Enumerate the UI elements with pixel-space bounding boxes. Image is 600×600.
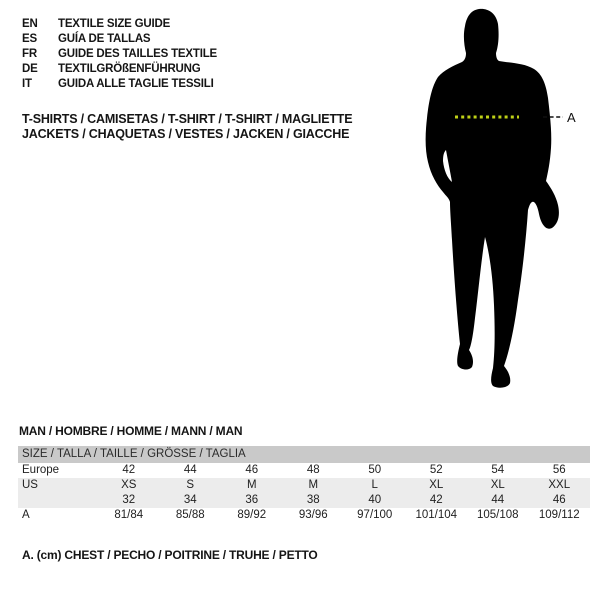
size-value: 46	[245, 464, 259, 476]
size-value: 36	[245, 494, 259, 506]
table-row-chest-a	[18, 508, 590, 523]
size-value: 97/100	[357, 509, 393, 521]
size-value: 101/104	[415, 509, 458, 521]
size-value: 38	[306, 494, 320, 506]
language-label: GUIDE DES TAILLES TEXTILE	[58, 48, 217, 60]
size-value: 89/92	[237, 509, 267, 521]
language-list	[22, 17, 217, 92]
table-row-uk	[18, 493, 590, 508]
language-code: DE	[22, 63, 38, 75]
size-value: 44	[183, 464, 197, 476]
size-value: M	[246, 479, 257, 491]
size-value: 85/88	[175, 509, 205, 521]
measure-label-a: A	[567, 110, 576, 125]
size-value: 40	[368, 494, 382, 506]
language-label: TEXTILGRÖßENFÜHRUNG	[58, 63, 201, 75]
size-value: M	[308, 479, 319, 491]
size-value: 34	[183, 494, 197, 506]
language-label: TEXTILE SIZE GUIDE	[58, 18, 171, 30]
size-value: XL	[429, 479, 444, 491]
size-value: 93/96	[298, 509, 328, 521]
measure-legend: A. (cm) CHEST / PECHO / POITRINE / TRUHE / PETTO	[22, 548, 318, 562]
size-table-header: SIZE / TALLA / TAILLE / GRÖSSE / TAGLIA	[18, 446, 590, 463]
language-row-fr	[22, 47, 217, 62]
language-row-en	[22, 17, 217, 32]
size-value: XS	[121, 479, 137, 491]
size-value: S	[186, 479, 195, 491]
language-code: ES	[22, 33, 37, 45]
table-row-us	[18, 478, 590, 493]
size-table	[18, 446, 590, 523]
table-row-europe	[18, 463, 590, 478]
section-title-man: MAN / HOMBRE / HOMME / MANN / MAN	[19, 424, 243, 438]
size-value: 32	[122, 494, 136, 506]
language-label: GUIDA ALLE TAGLIE TESSILI	[58, 78, 214, 90]
category-line-jackets: JACKETS / CHAQUETAS / VESTES / JACKEN / GIACCHE	[22, 127, 350, 141]
man-silhouette	[400, 0, 600, 400]
size-value: XL	[490, 479, 505, 491]
man-silhouette-shape	[426, 9, 559, 388]
row-label: A	[22, 509, 30, 521]
size-value: L	[371, 479, 378, 491]
size-value: 56	[552, 464, 566, 476]
row-label	[18, 493, 98, 508]
language-label: GUÍA DE TALLAS	[58, 33, 151, 45]
figure-area	[400, 0, 600, 400]
language-row-de	[22, 62, 217, 77]
size-value: 42	[122, 464, 136, 476]
size-value: 48	[306, 464, 320, 476]
size-value: 52	[429, 464, 443, 476]
language-row-it	[22, 77, 217, 92]
size-value: 46	[552, 494, 566, 506]
size-value: 50	[368, 464, 382, 476]
language-code: FR	[22, 48, 37, 60]
category-list	[22, 112, 352, 142]
size-value: 54	[491, 464, 505, 476]
category-line-tshirts: T-SHIRTS / CAMISETAS / T-SHIRT / T-SHIRT / MAGLIETTE	[22, 112, 353, 126]
size-value: 42	[429, 494, 443, 506]
language-code: IT	[22, 78, 32, 90]
language-row-es	[22, 32, 217, 47]
row-label: US	[22, 479, 38, 491]
size-value: 105/108	[476, 509, 519, 521]
size-value: 44	[491, 494, 505, 506]
language-code: EN	[22, 18, 38, 30]
size-value: XXL	[548, 479, 571, 491]
size-value: 109/112	[538, 509, 580, 521]
row-label: Europe	[22, 464, 60, 476]
size-value: 81/84	[114, 509, 144, 521]
